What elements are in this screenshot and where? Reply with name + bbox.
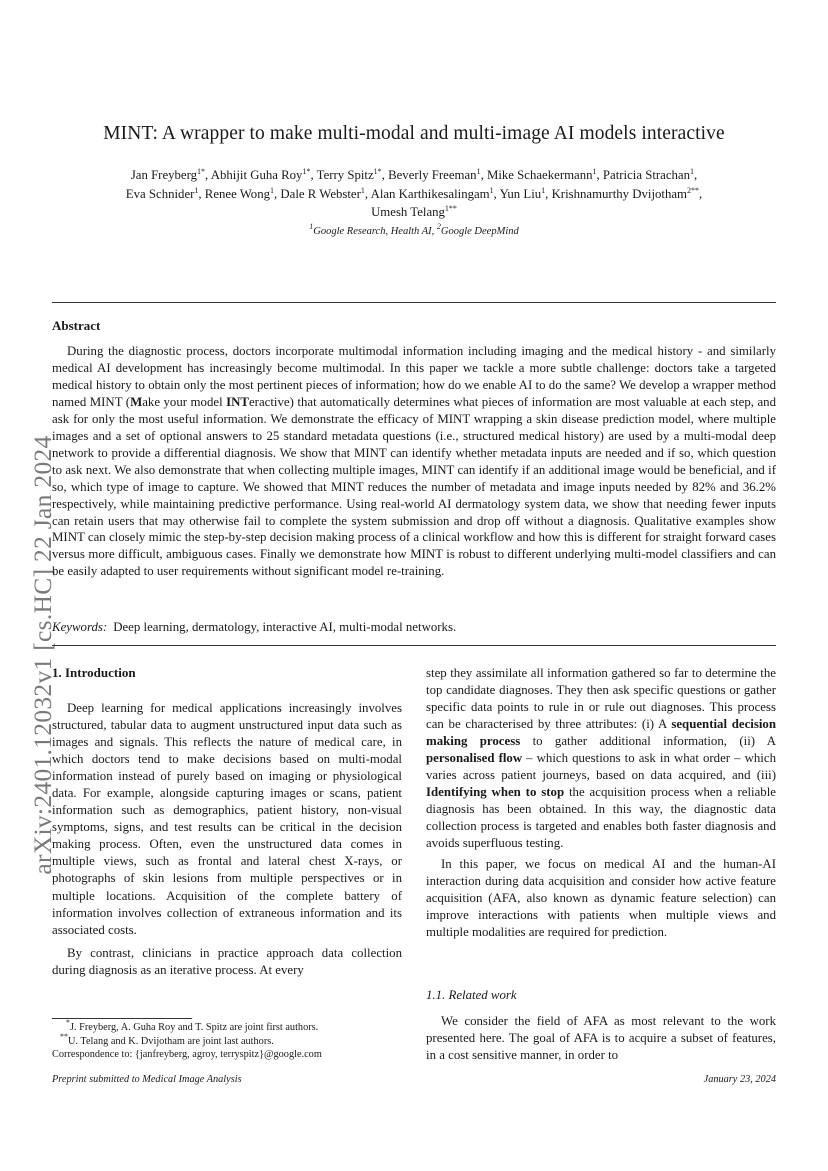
keywords-text: Deep learning, dermatology, interactive AI, multi-modal networks.: [113, 620, 457, 634]
correspondence[interactable]: Correspondence to: {janfreyberg, agroy, terryspitz}@google.com: [52, 1049, 322, 1061]
abstract-heading: Abstract: [52, 318, 101, 333]
footer-date: January 23, 2024: [703, 1074, 776, 1085]
arxiv-margin-stamp: arXiv:2401.12032v1 [cs.HC] 22 Jan 2024: [28, 435, 57, 875]
footer-journal: Preprint submitted to Medical Image Analysis: [52, 1074, 242, 1085]
author[interactable]: Mike Schaekermann$^1$: [486, 167, 597, 182]
header-rule: [52, 302, 776, 303]
author[interactable]: Terry Spitz$^{1*}$: [316, 167, 382, 182]
author[interactable]: Dale R Webster$^1$: [280, 185, 365, 201]
footnote-rule: [52, 1018, 192, 1019]
author[interactable]: Jan Freyberg$^{1*}$: [130, 167, 206, 182]
keywords-label: Keywords:: [52, 620, 108, 634]
author[interactable]: Krishnamurthy Dvijotham$^{2**}$: [551, 185, 699, 201]
related-work-text: We consider the field of AFA as most relevant to the work presented here. The goal of AFA is to acquire a subset of features, in a cost sensitive manner, in order to: [426, 1014, 776, 1063]
intro-paragraph: step they assimilate all information gathered so far to determine the top candidate diagnoses. They then ask specific questions or gather specific data points to rule in or rule out diagnoses. This process can be characterised by three attributes: (i) A sequential decision making process to gather additional information, (ii) A personalised flow – which questions to ask in what order – which varies across patient journeys, based on data acquired, and (iii) Identifying when to stop the acquisition process when a reliable diagnosis has been obtained. In this way, the diagnostic data collection process is targeted and enables both faster diagnosis and avoids superfluous testing.: [426, 666, 776, 851]
intro-paragraph: In this paper, we focus on medical AI and the human-AI interaction during data acquisition and consider how active feature acquisition (AFA, also known as dynamic feature selection) can improve interactions with patients when multiple views and multiple modalities are required for prediction.: [426, 856, 776, 939]
author[interactable]: Renee Wong$^1$: [204, 185, 274, 201]
intro-paragraph: By contrast, clinicians in practice approach data collection during diagnosis as an iterative process. At every: [52, 945, 402, 977]
subsection-heading-related-work: 1.1. Related work: [426, 988, 517, 1002]
abstract-text: During the diagnostic process, doctors incorporate multimodal information including imaging and the medical history - and similarly medical AI development has increasingly become multimodal. In this paper we tackle a more subtle challenge: doctors take a targeted medical history to obtain only the most pertinent pieces of information; how do we enable AI to do the same? We develop a wrapper method named MINT (Make your model INTeractive) that automatically determines what pieces of information are most valuable at each step, and ask for only the most useful information. We demonstrate the efficacy of MINT wrapping a skin disease prediction model, where multiple images and a set of optional answers to 25 standard metadata questions (i.e., structured medical history) are used by a multi-modal deep network to provide a differential diagnosis. We show that MINT can identify whether metadata inputs are needed and if so, which question to ask next. We also demonstrate that when collecting multiple images, MINT can identify if an additional image would be beneficial, and if so, which type of image to capture. We showed that MINT reduces the number of metadata and image inputs needed by 82% and 36.2% respectively, while maintaining predictive performance. Using real-world AI dermatology system data, we show that needing fewer inputs can retain users that may otherwise fail to complete the system submission and drop off without a diagnosis. Qualitative examples show MINT can closely mimic the step-by-step decision making process of a clinical workflow and how this is different for straight forward cases versus more difficult, ambiguous cases. Finally we demonstrate how MINT is robust to different underlying multi-model classifiers and can be easily adapted to user requirements without significant model re-training.: [52, 344, 776, 579]
footnote: **U. Telang and K. Dvijotham are joint last authors.: [60, 1031, 274, 1047]
footnotes: [52, 1018, 412, 1062]
section-heading-introduction: 1. Introduction: [52, 665, 136, 680]
author-list: Jan Freyberg$^{1*}$, Abhijit Guha Roy$^{1*}$, Terry Spitz$^{1*}$, Beverly Freeman$^1$, Mike Schaekermann$^1$, Patricia Strachan$^1$, Eva Schnider$^1$, Renee Wong$^1$, Dale R Webster$^1$, Alan Karthikesalingam$^1$, Yun Liu$^1$, Krishnamurthy Dvijotham$^{2**}$, Umesh Telang$^{1**}$: [125, 167, 703, 219]
author[interactable]: Yun Liu$^1$: [499, 185, 546, 201]
affiliations: $^1$Google Research, Health AI, $^2$Google DeepMind: [309, 222, 519, 237]
intro-paragraph: Deep learning for medical applications increasingly involves structured, tabular data to augment unstructured input data such as images and signals. This reflects the nature of medical care, in which doctors tend to make decisions based on multi-modal information instead of purely based on imaging or physiological data. For example, alongside capturing images or scans, patient information such as demographics, patient history, non-visual symptoms, signs, and test results can be critical in the decision making process. Often, even the unstructured data comes in multiple views, such as frontal and lateral chest X-rays, or photographs of skin lesions from multiple perspectives or in multiple locations. Acquisition of the complete battery of information involves collection of extraneous information and its associated costs.: [52, 701, 402, 937]
author[interactable]: Alan Karthikesalingam$^1$: [370, 185, 494, 201]
author[interactable]: Patricia Strachan$^1$: [602, 167, 694, 182]
author[interactable]: Eva Schnider$^1$: [125, 185, 199, 201]
footnote: *J. Freyberg, A. Guha Roy and T. Spitz are joint first authors.: [66, 1018, 319, 1033]
author[interactable]: Beverly Freeman$^1$: [388, 167, 481, 182]
right-column: [426, 665, 776, 941]
paper-title: MINT: A wrapper to make multi-modal and multi-image AI models interactive: [103, 123, 725, 144]
left-column: [52, 700, 402, 979]
keywords-rule: [52, 645, 776, 646]
author[interactable]: Umesh Telang$^{1**}$: [371, 204, 457, 219]
keywords: [52, 620, 456, 635]
author[interactable]: Abhijit Guha Roy$^{1*}$: [210, 167, 311, 182]
